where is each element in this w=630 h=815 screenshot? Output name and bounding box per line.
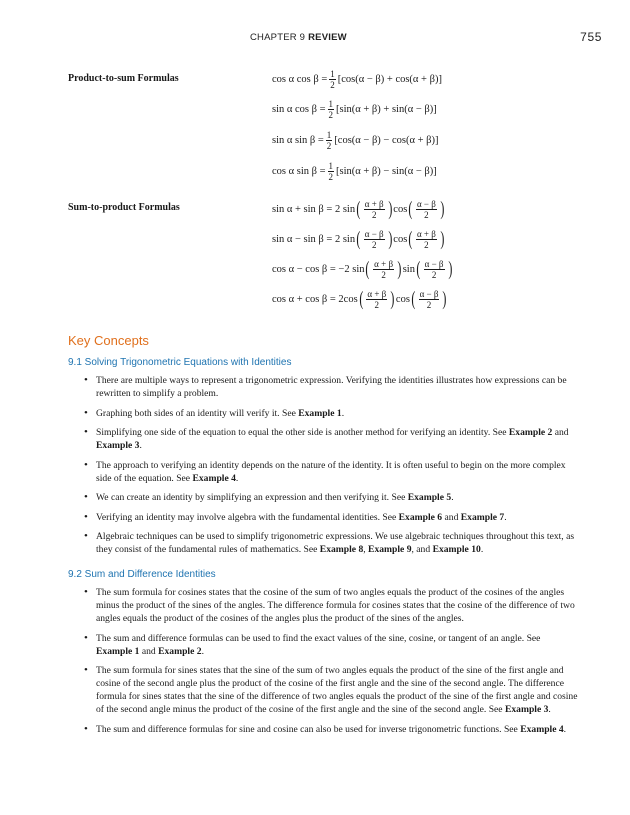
fraction-numerator: α + β [416,228,436,239]
bullet-list-9-1 [82,374,578,563]
angle-fraction [373,259,394,280]
bullet-item [82,426,578,452]
fraction-denominator: 2 [371,209,377,220]
bullet-text: There are multiple ways to represent a trigonometric expression. Verifying the identities illustrates how expressions can be rewritten to simplify a problem. [96,375,567,399]
bullet-text: . [480,544,484,555]
example-reference: Example 6 [398,511,443,523]
angle-fraction [416,229,437,250]
bullet-text: and [139,645,159,657]
formula-function: cos [393,233,408,245]
paren-group: ( $\frac{\alpha + \beta}{2}$ ) [356,198,392,220]
angle-fraction [364,199,385,220]
fraction-denominator: 2 [431,269,437,280]
bullet-item [82,530,578,556]
bullet-text: The sum formula for sines states that the sine of the sum of two angles equals the product of the sine of the first angle and cosine of the second angle plus the product of the cosine of the first angle and the sine of the second angle. The difference formula for sines states that the sine of the difference of two angles equals the product of the sine of the first angle and cosine of the second angle minus the product of the cosine of the first angle and the sine of the second angle. See [96,665,578,715]
bullet-item [82,459,578,485]
fraction-denominator: 2 [374,299,380,310]
bullet-item [82,664,578,716]
product-to-sum-label: Product-to-sum Formulas [68,73,179,84]
formula-function: sin [402,263,415,275]
angle-fraction [364,229,385,250]
fraction-numerator: α − β [424,258,444,269]
fraction-denominator: 2 [328,109,334,120]
formula-rhs: [sin(α + β) + sin(α − β)] [336,103,437,115]
section-label: REVIEW [308,32,347,43]
example-reference: Example 10 [432,544,481,555]
example-reference: Example 1 [298,407,342,419]
fraction-denominator: 2 [424,239,429,250]
fraction-denominator: 2 [328,171,334,182]
bullet-item [82,723,578,736]
bullet-text: . [548,704,551,715]
paren-group: ( $\frac{\alpha - \beta}{2}$ ) [411,288,447,310]
example-reference: Example 7 [460,511,505,523]
formula-lhs: sin α − sin β = 2 sin [272,233,356,245]
example-reference: Example 4 [192,472,236,484]
example-reference: Example 4 [520,723,564,735]
paren-group: ( $\frac{\alpha + \beta}{2}$ ) [365,258,402,280]
bullet-list-9-2 [82,586,578,742]
formula-lhs: sin α + sin β = 2 sin [272,203,356,215]
paren-group: ( $\frac{\alpha - \beta}{2}$ ) [408,198,445,220]
fraction-denominator: 2 [426,299,432,310]
half-fraction [328,99,335,120]
bullet-text: We can create an identity by simplifying an expression and then verifying it. See [96,492,408,503]
bullet-item [82,632,578,658]
example-reference: Example 9 [368,544,412,555]
sum-to-product-formula [272,286,448,312]
section-heading-9-1: 9.1 Solving Trigonometric Equations with Identities [68,357,292,368]
fraction-numerator: α + β [367,288,387,299]
page-number: 755 [580,30,602,44]
product-to-sum-formula [272,127,438,153]
example-reference: Example 2 [158,645,202,657]
fraction-numerator: 1 [328,98,334,109]
formula-lhs: sin α sin β = [272,134,324,146]
fraction-denominator: 2 [381,269,386,280]
product-to-sum-formula [272,158,437,184]
bullet-item [82,511,578,524]
fraction-denominator: 2 [330,79,335,90]
key-concepts-heading: Key Concepts [68,333,149,348]
bullet-text: Graphing both sides of an identity will verify it. See [96,407,299,419]
bullet-item [82,407,578,420]
bullet-text: . [504,511,507,523]
running-head [250,32,347,43]
formula-lhs: cos α cos β = [272,73,328,85]
formula-lhs: cos α sin β = [272,165,326,177]
bullet-text: The sum and difference formulas for sine and cosine can also be used for inverse trigonometric functions. See [96,723,521,735]
formula-rhs: [sin(α + β) − sin(α − β)] [336,165,437,177]
paren-group: ( $\frac{\alpha + \beta}{2}$ ) [408,228,445,250]
fraction-numerator: α − β [416,198,436,209]
paren-group: ( $\frac{\alpha + \beta}{2}$ ) [359,288,395,310]
bullet-text: . [235,472,239,484]
bullet-text: . [563,723,567,735]
product-to-sum-formula [272,66,442,92]
bullet-text: and [442,511,461,523]
sum-to-product-label: Sum-to-product Formulas [68,202,180,213]
sum-to-product-formula [272,226,446,252]
formula-function: cos [393,203,408,215]
fraction-numerator: α + β [364,198,384,209]
angle-fraction [416,199,437,220]
formula-lhs: sin α cos β = [272,103,326,115]
bullet-item [82,491,578,504]
bullet-text: The sum and difference formulas can be used to find the exact values of the sine, cosine, or tangent of an angle. See [96,632,541,644]
chapter-label: CHAPTER 9 [250,32,306,43]
fraction-denominator: 2 [424,209,429,220]
bullet-text: The sum formula for cosines states that the cosine of the sum of two angles equals the product of the cosines of the angles minus the product of the sines of the angles. The difference formula for cosines states that the cosine of the difference of two angles equals the product of the cosines of the angles plus the product of the sines of the angles. [96,587,575,624]
bullet-text: . [451,492,454,503]
bullet-text: . [201,645,204,657]
example-reference: Example 8 [319,544,364,555]
example-reference: Example 5 [407,492,452,503]
bullet-text: Algebraic techniques can be used to simplify trigonometric expressions. We use algebraic techniques throughout this text, as they consist of the fundamental rules of mathematics. See [96,531,575,555]
fraction-numerator: 1 [326,129,332,140]
half-fraction [328,161,335,182]
product-to-sum-formula [272,96,437,122]
bullet-text: Verifying an identity may involve algebra with the fundamental identities. See [96,511,399,523]
bullet-text: and [552,427,569,438]
section-heading-9-2: 9.2 Sum and Difference Identities [68,569,216,580]
formula-lhs: cos α − cos β = −2 sin [272,263,365,275]
sum-to-product-formula [272,256,453,282]
bullet-text: , [363,544,369,555]
half-fraction [329,69,336,90]
fraction-numerator: α − β [419,288,439,299]
bullet-text: . [139,440,142,451]
bullet-item [82,374,578,400]
formula-lhs: cos α + cos β = 2cos [272,293,358,305]
formula-rhs: [cos(α − β) − cos(α + β)] [334,134,439,146]
angle-fraction [366,289,387,310]
fraction-numerator: α − β [364,228,384,239]
fraction-denominator: 2 [326,140,332,151]
fraction-denominator: 2 [371,239,377,250]
formula-function: cos [395,293,410,305]
paren-group: ( $\frac{\alpha - \beta}{2}$ ) [356,228,392,250]
bullet-text: Simplifying one side of the equation to equal the other side is another method for verifying an identity. See [96,427,509,438]
bullet-text: , and [411,544,433,555]
paren-group: ( $\frac{\alpha - \beta}{2}$ ) [416,258,452,280]
bullet-text: The approach to verifying an identity depends on the nature of the identity. It is often useful to begin on the more complex side of the equation. See [96,459,566,484]
bullet-text: . [341,407,345,419]
page-header [0,30,630,46]
bullet-item [82,586,578,625]
example-reference: Example 3 [504,704,549,715]
sum-to-product-formula [272,196,446,222]
formula-rhs: [cos(α − β) + cos(α + β)] [337,73,442,85]
fraction-numerator: 1 [328,160,334,171]
example-reference: Example 2 [508,427,553,438]
fraction-numerator: 1 [330,68,335,79]
fraction-numerator: α + β [374,258,394,269]
angle-fraction [419,289,440,310]
example-reference: Example 1 [96,645,140,657]
angle-fraction [424,259,445,280]
half-fraction [326,130,333,151]
example-reference: Example 3 [96,440,140,451]
